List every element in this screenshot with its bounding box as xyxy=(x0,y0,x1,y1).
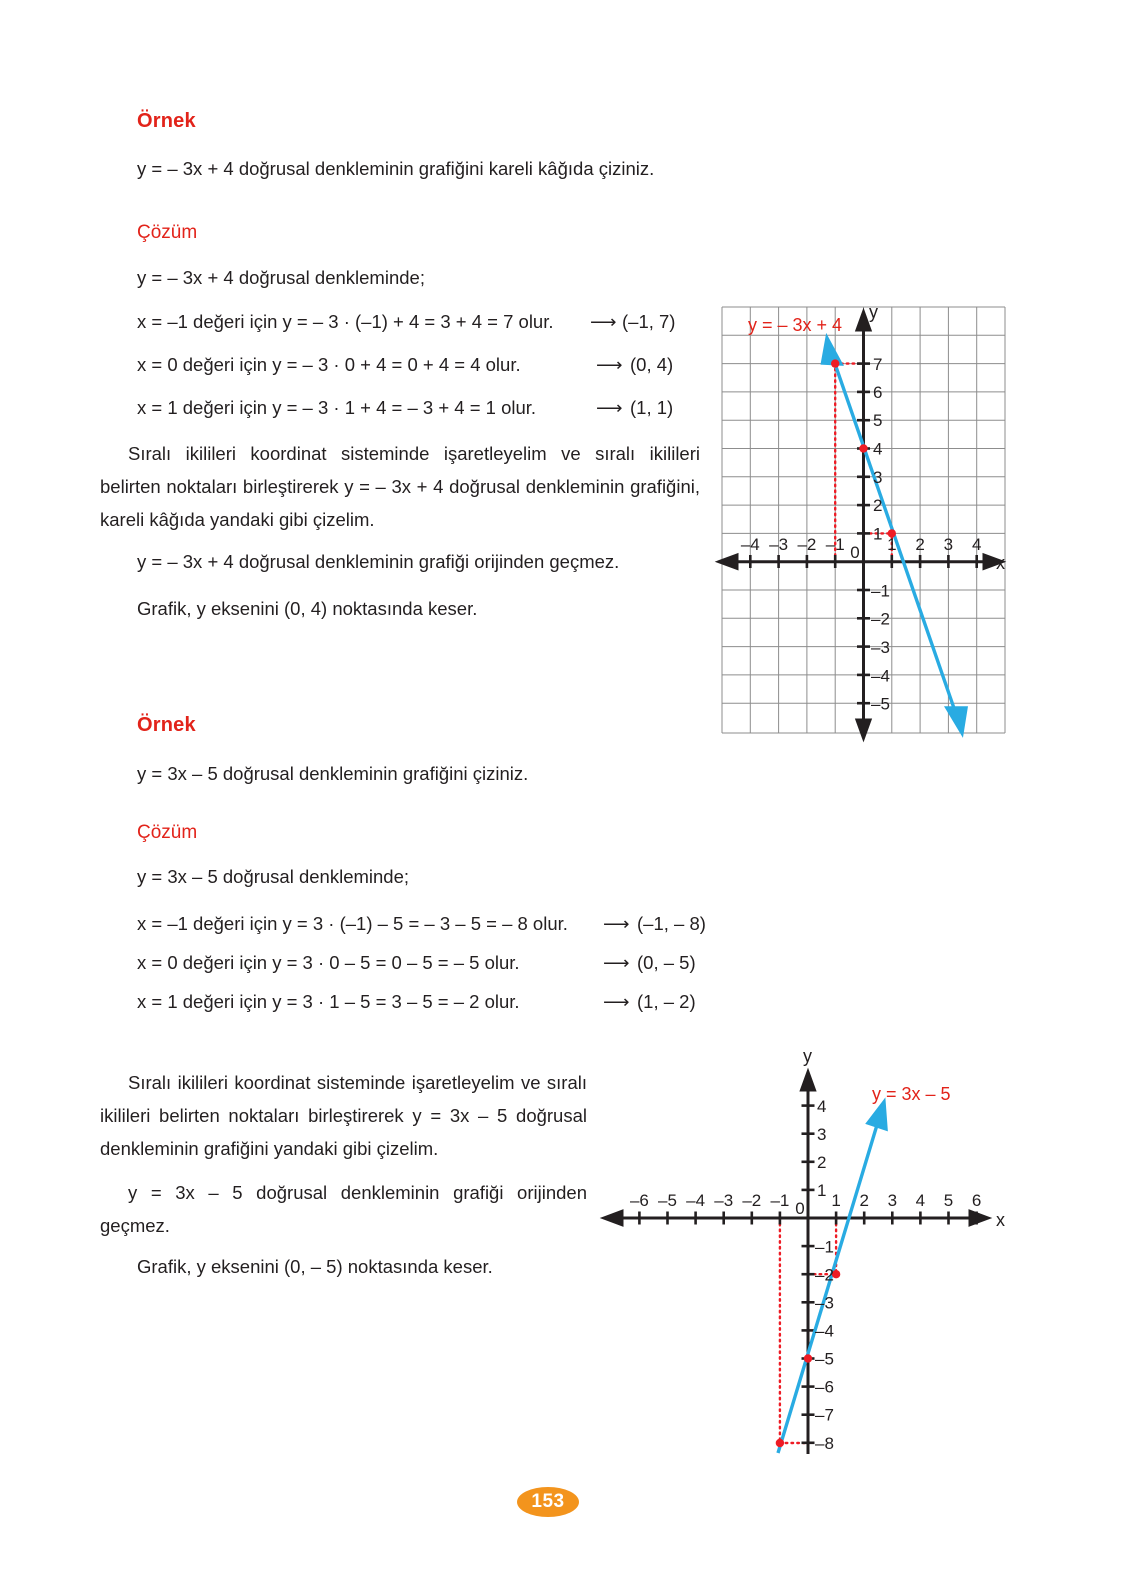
graph-1-equation-label: y = – 3x + 4 xyxy=(748,315,843,335)
example-2-calc-row-2-arrow-icon: ⟶ xyxy=(603,952,630,973)
example-1-calc-row-2-text: x = 0 değeri için y = – 3 · 0 + 4 = 0 + 4 = 4 olur. xyxy=(137,354,521,375)
svg-text:–1: –1 xyxy=(815,1237,834,1257)
svg-text:2: 2 xyxy=(859,1191,869,1210)
svg-text:3: 3 xyxy=(887,1191,898,1210)
example-2-prompt: y = 3x – 5 doğrusal denkleminin grafiğini çiziniz. xyxy=(137,763,529,784)
svg-text:3: 3 xyxy=(817,1125,827,1144)
example-1-calc-row-2-pair: (0, 4) xyxy=(630,354,674,375)
example-2-calc-row-3-text: x = 1 değeri için y = 3 · 1 – 5 = 3 – 5 = – 2 olur. xyxy=(137,991,520,1012)
svg-text:3: 3 xyxy=(873,468,883,487)
example-1-calc-row-1-pair: (–1, 7) xyxy=(622,311,676,332)
svg-text:–3: –3 xyxy=(769,535,789,554)
example-1-calc-row-3-text: x = 1 değeri için y = – 3 · 1 + 4 = – 3 + 4 = 1 olur. xyxy=(137,397,537,418)
example-1-note-2: Grafik, y eksenini (0, 4) noktasında keser. xyxy=(137,598,478,619)
svg-text:4: 4 xyxy=(971,535,982,554)
graph-1-point-0-4 xyxy=(859,444,867,452)
svg-text:4: 4 xyxy=(873,439,883,459)
graph-2-y-tick-labels xyxy=(815,1097,834,1453)
example-1-calc-row-3-pair: (1, 1) xyxy=(630,397,674,418)
svg-text:–8: –8 xyxy=(815,1434,834,1453)
example-2-intro: y = 3x – 5 doğrusal denkleminde; xyxy=(137,866,410,887)
svg-text:4: 4 xyxy=(817,1097,827,1116)
graph-1-y-axis-label: y xyxy=(869,302,878,322)
svg-text:–4: –4 xyxy=(871,666,890,686)
svg-text:–5: –5 xyxy=(871,694,890,714)
example-1-intro: y = – 3x + 4 doğrusal denkleminde; xyxy=(137,267,425,288)
svg-text:–4: –4 xyxy=(740,535,760,554)
svg-text:–2: –2 xyxy=(815,1265,834,1285)
example-2-calc-row-2-pair: (0, – 5) xyxy=(637,952,696,973)
svg-text:4: 4 xyxy=(915,1191,926,1210)
example-2-calc-row-1-arrow-icon: ⟶ xyxy=(603,913,630,934)
svg-text:6: 6 xyxy=(873,383,883,402)
svg-text:–3: –3 xyxy=(714,1191,734,1210)
svg-text:–3: –3 xyxy=(871,638,890,657)
graph-2-y-axis-label: y xyxy=(803,1046,812,1066)
svg-text:1: 1 xyxy=(873,524,883,544)
svg-text:–1: –1 xyxy=(871,581,890,601)
svg-text:3: 3 xyxy=(943,535,954,554)
example-1-calc-row-3-arrow-icon: ⟶ xyxy=(596,397,623,418)
example-1-solution-heading: Çözüm xyxy=(137,222,198,243)
example-1-note-1: y = – 3x + 4 doğrusal denkleminin grafiği orijinden geçmez. xyxy=(137,551,620,572)
example-2-heading: Örnek xyxy=(137,714,196,736)
svg-text:–6: –6 xyxy=(629,1191,649,1210)
example-2-calc-row-1-text: x = –1 değeri için y = 3 · (–1) – 5 = – 3 – 5 = – 8 olur. xyxy=(137,913,568,934)
example-1-heading: Örnek xyxy=(137,110,196,132)
svg-text:–4: –4 xyxy=(686,1191,706,1210)
example-1-calc-row-1-text: x = –1 değeri için y = – 3 · (–1) + 4 = 3 + 4 = 7 olur. xyxy=(137,311,554,332)
example-2-calc-row-3-arrow-icon: ⟶ xyxy=(603,991,630,1012)
example-2-note-2: Grafik, y eksenini (0, – 5) noktasında keser. xyxy=(137,1256,493,1277)
example-1-paragraph: Sıralı ikilileri koordinat sisteminde işaretleyelim ve sıralı ikilileri belirten noktaları birleştirerek y = – 3x + 4 doğrusal denkleminin grafiğini, kareli kâğıda yandaki gibi çizelim. xyxy=(100,443,700,530)
svg-text:6: 6 xyxy=(971,1191,982,1210)
example-2-solution-heading: Çözüm xyxy=(137,822,198,843)
svg-text:–5: –5 xyxy=(815,1349,834,1369)
graph-2-linear-equation-3x-minus5 xyxy=(600,1030,1010,1460)
graph-2-x-tick-labels xyxy=(630,1191,981,1218)
graph-1-linear-equation-minus3x-plus4 xyxy=(712,296,1012,746)
graph-1-point-minus1-7 xyxy=(831,359,839,367)
graph-2-point-0-minus5 xyxy=(804,1354,812,1362)
svg-text:1: 1 xyxy=(887,535,897,554)
svg-text:7: 7 xyxy=(873,355,883,374)
svg-text:–2: –2 xyxy=(742,1191,762,1210)
svg-text:2: 2 xyxy=(817,1153,827,1172)
svg-text:2: 2 xyxy=(915,535,925,554)
svg-text:0: 0 xyxy=(795,1199,805,1218)
svg-text:–5: –5 xyxy=(658,1191,677,1210)
example-2-calc-row-3-pair: (1, – 2) xyxy=(637,991,696,1012)
svg-text:–7: –7 xyxy=(815,1405,834,1425)
svg-text:5: 5 xyxy=(943,1191,954,1210)
graph-2-point-minus1-minus8 xyxy=(776,1439,784,1447)
graph-1-x-tick-labels xyxy=(741,535,982,562)
svg-text:–6: –6 xyxy=(815,1377,834,1397)
svg-text:1: 1 xyxy=(817,1181,827,1200)
svg-text:–2: –2 xyxy=(871,609,890,629)
page-number-badge: 153 xyxy=(517,1487,579,1517)
example-1-calc-row-1-arrow-icon: ⟶ xyxy=(590,311,617,332)
graph-2-x-axis-label: x xyxy=(996,1210,1005,1230)
svg-text:–1: –1 xyxy=(770,1191,790,1210)
example-2-calc-row-2-text: x = 0 değeri için y = 3 · 0 – 5 = 0 – 5 = – 5 olur. xyxy=(137,952,520,973)
example-1-calc-row-2-arrow-icon: ⟶ xyxy=(596,354,623,375)
svg-text:–2: –2 xyxy=(797,535,817,554)
graph-2-equation-label: y = 3x – 5 xyxy=(872,1084,951,1104)
graph-1-x-axis-label: x xyxy=(996,553,1005,573)
example-2-paragraph: Sıralı ikilileri koordinat sisteminde işaretleyelim ve sıralı ikilileri belirten noktaları birleştirerek y = 3x – 5 doğrusal denkleminin grafiğini yandaki gibi çizelim. xyxy=(100,1072,587,1159)
example-2-calc-row-1-pair: (–1, – 8) xyxy=(637,913,706,934)
svg-text:–4: –4 xyxy=(815,1321,834,1341)
svg-text:1: 1 xyxy=(831,1191,841,1210)
svg-text:2: 2 xyxy=(873,496,883,515)
example-2-note-1: y = 3x – 5 doğrusal denkleminin grafiği orijinden geçmez. xyxy=(100,1182,587,1236)
svg-text:5: 5 xyxy=(873,411,883,430)
svg-text:–1: –1 xyxy=(825,535,845,554)
svg-text:–3: –3 xyxy=(815,1293,834,1313)
svg-text:0: 0 xyxy=(850,543,860,562)
example-1-prompt: y = – 3x + 4 doğrusal denkleminin grafiğini kareli kâğıda çiziniz. xyxy=(137,158,655,179)
